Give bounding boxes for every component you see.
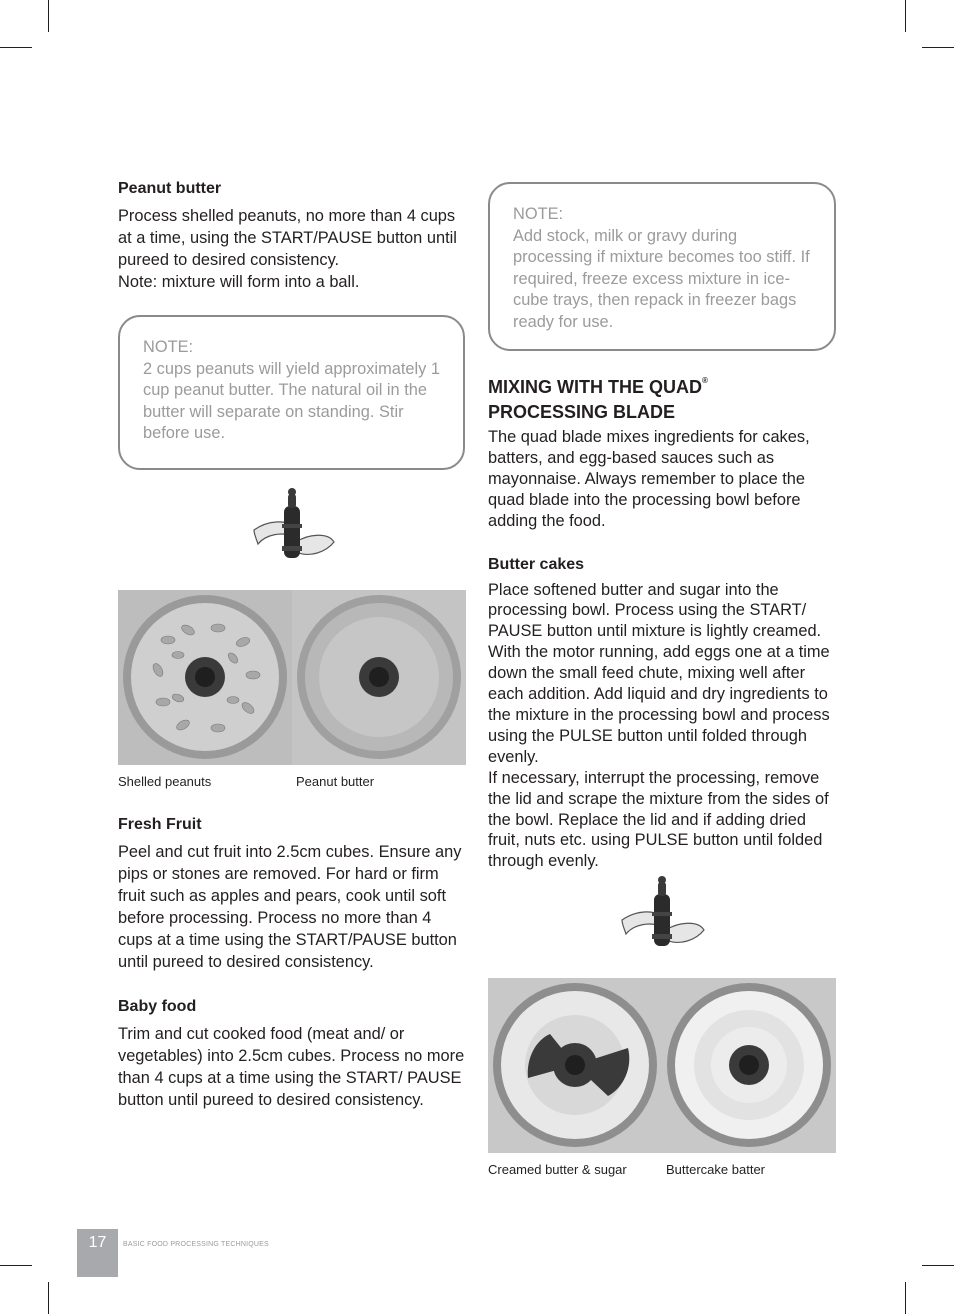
crop-mark bbox=[0, 47, 32, 48]
crop-mark bbox=[922, 47, 954, 48]
buttercake-batter-photo bbox=[662, 978, 836, 1153]
peanut-butter-photo bbox=[292, 590, 466, 765]
caption-buttercake-batter: Buttercake batter bbox=[666, 1162, 765, 1177]
section-title-line2: PROCESSING BLADE bbox=[488, 402, 676, 422]
section-title-line1: MIXING WITH THE QUAD bbox=[488, 377, 702, 397]
fresh-fruit-text: Peel and cut fruit into 2.5cm cubes. Ensure any pips or stones are removed. For hard or firm fruit such as apples and pears, cook until soft before processing. Process no more than 4 cups at a time using the START/PAUSE button until pureed to desired consistency. bbox=[118, 843, 462, 971]
left-column bbox=[118, 178, 466, 293]
quad-blade-illustration bbox=[616, 874, 708, 956]
crop-mark bbox=[905, 0, 906, 32]
peanut-butter-text: Process shelled peanuts, no more than 4 cups at a time, using the START/PAUSE button until pureed to desired consistency. bbox=[118, 207, 457, 269]
quad-blade-illustration bbox=[246, 486, 338, 568]
section-text: The quad blade mixes ingredients for cakes, batters, and egg-based sauces such as mayonnaise. Always remember to place the quad blade into the processing bowl before adding the food. bbox=[488, 428, 810, 530]
butter-cakes-heading: Butter cakes bbox=[488, 555, 585, 573]
butter-cakes-text: Place softened butter and sugar into the processing bowl. Process using the START/ PAUSE button until mixture is lightly creamed. With the motor running, add eggs one at a time down the small feed chute, mixing well after each addition. Add liquid and dry ingredients to the mixture in the processing bowl and process using the PULSE button until folded through evenly. bbox=[488, 580, 830, 766]
creamed-butter-photo bbox=[488, 978, 662, 1153]
registered-mark: ® bbox=[702, 376, 708, 385]
shelled-peanuts-photo bbox=[118, 590, 292, 765]
baby-food-heading: Baby food bbox=[118, 998, 197, 1015]
crop-mark bbox=[48, 0, 49, 32]
crop-mark bbox=[0, 1265, 32, 1266]
baby-food-text: Trim and cut cooked food (meat and/ or vegetables) into 2.5cm cubes. Process no more than 4 cups at a time using the START/ PAUSE button until pureed to desired consistency. bbox=[118, 1025, 465, 1109]
quad-blade-section bbox=[488, 368, 836, 872]
peanut-butter-note: Note: mixture will form into a ball. bbox=[118, 273, 360, 291]
fresh-fruit-heading: Fresh Fruit bbox=[118, 816, 202, 833]
crop-mark bbox=[922, 1265, 954, 1266]
caption-shelled-peanuts: Shelled peanuts bbox=[118, 774, 212, 789]
page-number: 17 bbox=[77, 1229, 118, 1277]
note-box-peanut bbox=[118, 315, 465, 470]
note-box-stock bbox=[488, 182, 836, 351]
crop-mark bbox=[905, 1282, 906, 1314]
note-text: 2 cups peanuts will yield approximately 1 cup peanut butter. The natural oil in the butter will separate on standing. Stir before use. bbox=[143, 359, 441, 442]
section-title bbox=[488, 368, 836, 425]
footer-section-title: BASIC FOOD PROCESSING TECHNIQUES bbox=[123, 1241, 269, 1248]
peanut-butter-heading: Peanut butter bbox=[118, 180, 222, 197]
crop-mark bbox=[48, 1282, 49, 1314]
note-label: NOTE: bbox=[513, 205, 564, 223]
note-label: NOTE: bbox=[143, 338, 194, 356]
fresh-fruit-section bbox=[118, 814, 466, 973]
butter-cakes-text-2: If necessary, interrupt the processing, remove the lid and scrape the mixture from the sides of the bowl. Replace the lid and if adding dried fruit, nuts etc. using PULSE button until folded through evenly. bbox=[488, 768, 829, 871]
caption-creamed-butter: Creamed butter & sugar bbox=[488, 1162, 627, 1177]
baby-food-section bbox=[118, 996, 466, 1111]
note-text: Add stock, milk or gravy during processing if mixture becomes too stiff. If required, freeze excess mixture in ice-cube trays, then repack in freezer bags ready for use. bbox=[513, 226, 810, 331]
caption-peanut-butter: Peanut butter bbox=[296, 774, 375, 789]
